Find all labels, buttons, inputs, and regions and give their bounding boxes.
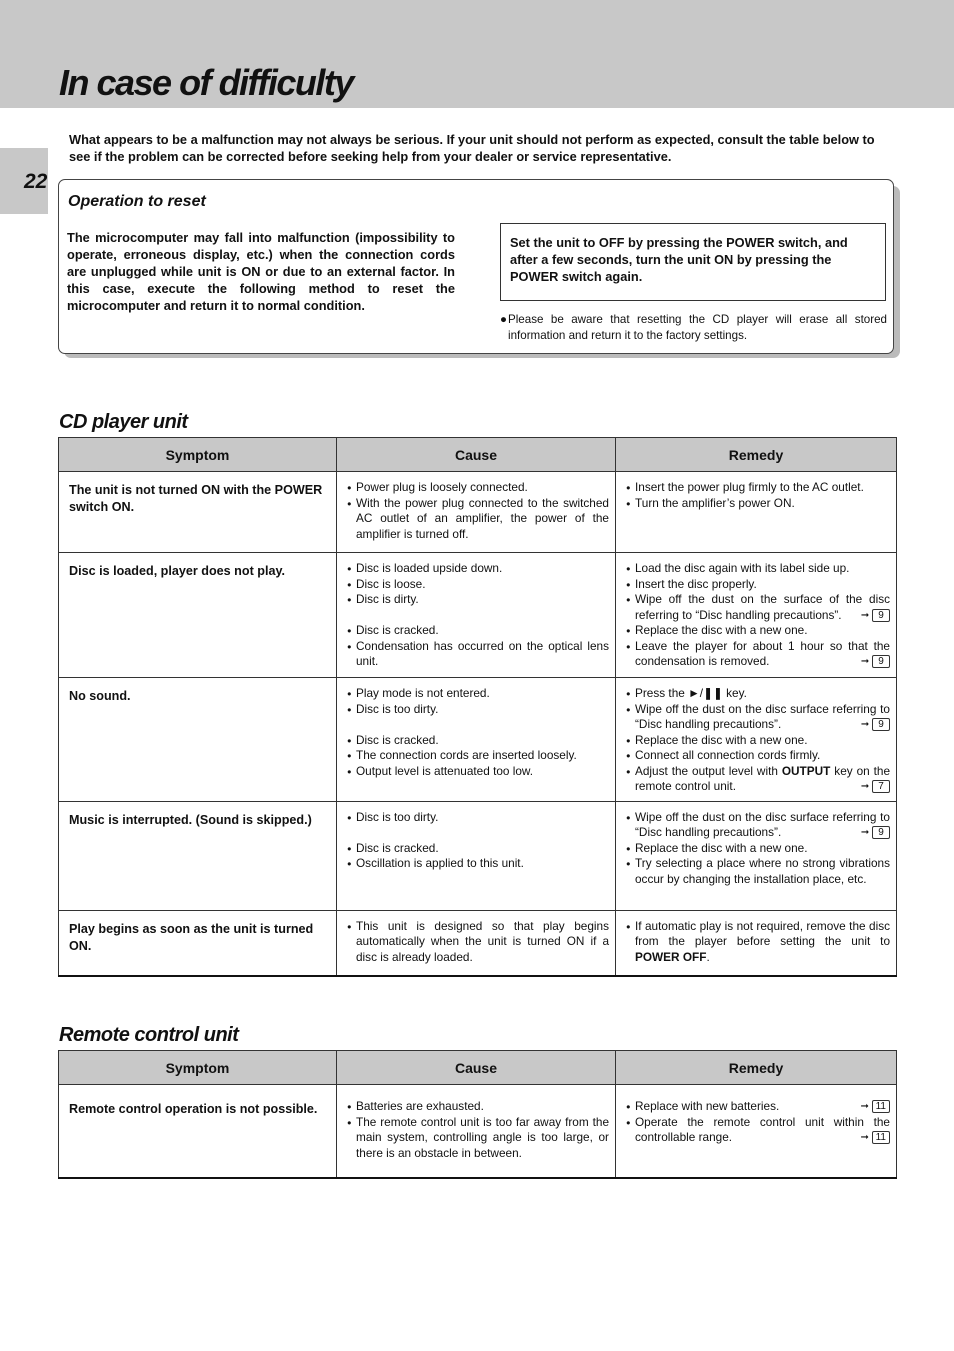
cause-item: ● Disc is loaded upside down. <box>347 561 609 577</box>
remedy-cell <box>616 472 897 553</box>
symptom-header: Symptom <box>59 438 337 472</box>
cause-item: ● Disc is cracked. <box>347 623 609 639</box>
page-ref <box>861 779 890 795</box>
remedy-header: Remedy <box>616 1051 897 1085</box>
cause-item: ● This unit is designed so that play begins automatically when the unit is turned ON if a disc is already loaded. <box>347 919 609 966</box>
bullet-icon: ● <box>500 313 508 326</box>
cause-cell <box>337 678 616 802</box>
cause-cell <box>337 1085 616 1178</box>
cause-cell <box>337 910 616 976</box>
symptom-cell: Music is interrupted. (Sound is skipped.) <box>59 801 337 910</box>
remedy-text: Adjust the output level with <box>635 763 778 778</box>
cause-header: Cause <box>337 1051 616 1085</box>
cause-item: ● Disc is too dirty. <box>347 702 609 718</box>
remedy-text: key on the remote control unit. <box>635 763 891 793</box>
remedy-header: Remedy <box>616 438 897 472</box>
page-title: In case of difficulty <box>59 62 353 103</box>
arrow-icon: ➞ <box>860 656 870 667</box>
page-ref <box>861 825 890 841</box>
arrow-icon: ➞ <box>860 609 870 621</box>
cause-header: Cause <box>337 438 616 472</box>
remedy-cell <box>616 910 897 976</box>
table-header-row <box>59 438 897 472</box>
reset-note-text: Please be aware that resetting the CD player will erase all stored information and return it to the factory settings. <box>508 313 887 342</box>
remedy-text: Replace with new batteries. <box>635 1099 780 1113</box>
cause-item: ● Disc is dirty. <box>347 592 609 608</box>
cause-item: ● Oscillation is applied to this unit. <box>347 856 609 872</box>
symptom-cell: Play begins as soon as the unit is turned ON. <box>59 910 337 976</box>
arrow-icon: ➞ <box>860 719 870 730</box>
cause-item: ● Disc is cracked. <box>347 841 609 857</box>
cause-cell <box>337 472 616 553</box>
cause-cell <box>337 553 616 678</box>
remedy-item: ● Try selecting a place where no strong vibrations occur by changing the installation place, etc. <box>626 856 890 887</box>
remedy-text: Wipe off the dust on the disc surface referring to “Disc handling precautions”. <box>635 809 890 839</box>
remedy-item: ● Load the disc again with its label side up. <box>626 561 890 577</box>
remedy-item <box>626 810 890 841</box>
remedy-item <box>626 592 890 623</box>
symptom-cell: Remote control operation is not possible. <box>59 1085 337 1178</box>
table-row <box>59 801 897 910</box>
cause-item: ● Disc is loose. <box>347 577 609 593</box>
table-row <box>59 910 897 976</box>
remedy-item <box>626 639 890 670</box>
remedy-text: Leave the player for about 1 hour so that the condensation is removed. <box>635 638 890 668</box>
reset-instruction: Set the unit to OFF by pressing the POWER switch, and after a few seconds, turn the unit ON by pressing the POWER switch again. <box>500 223 886 301</box>
remedy-item: ● Replace the disc with a new one. <box>626 623 890 639</box>
symptom-cell: Disc is loaded, player does not play. <box>59 553 337 678</box>
cause-cell <box>337 801 616 910</box>
page-ref-number: 9 <box>872 609 890 622</box>
cause-item: ● Power plug is loosely connected. <box>347 480 609 496</box>
page-ref-number: 7 <box>872 780 890 793</box>
remedy-text: Wipe off the dust on the surface of the disc referring to “Disc handling precautions”. <box>635 592 890 622</box>
cause-item: ● Play mode is not entered. <box>347 686 609 702</box>
cd-section-heading: CD player unit <box>59 411 188 433</box>
table-header-row <box>59 1051 897 1085</box>
remedy-item: ● Press the ►/❚❚ key. <box>626 686 890 702</box>
remedy-cell <box>616 801 897 910</box>
remedy-item <box>626 919 890 966</box>
arrow-icon: ➞ <box>860 1132 869 1143</box>
table-row <box>59 1085 897 1178</box>
remedy-item <box>626 1115 890 1146</box>
remedy-text: Wipe off the dust on the disc surface referring to “Disc handling precautions”. <box>635 701 890 731</box>
page-number: 22 <box>24 170 48 193</box>
remedy-item: ● Turn the amplifier’s power ON. <box>626 496 890 512</box>
cause-item: ● Condensation has occurred on the optical lens unit. <box>347 639 609 670</box>
symptom-cell: No sound. <box>59 678 337 802</box>
arrow-icon: ➞ <box>860 827 870 838</box>
cause-item: ● The remote control unit is too far away from the main system, controlling angle is too large, or there is an obstacle in between. <box>347 1115 609 1162</box>
remedy-item: ● Insert the power plug firmly to the AC outlet. <box>626 480 890 496</box>
symptom-cell: The unit is not turned ON with the POWER switch ON. <box>59 472 337 553</box>
cause-item: ● Output level is attenuated too low. <box>347 764 609 780</box>
remedy-item: ● Replace the disc with a new one. <box>626 841 890 857</box>
remedy-item: ● Insert the disc properly. <box>626 577 890 593</box>
page-ref-number: 11 <box>872 1131 890 1144</box>
reset-explanation: The microcomputer may fall into malfunction (impossibility to operate, erroneous display, etc.) when the connection cords are unplugged while unit is ON or due to an external factor. In this case, execute the following method to reset the microcomputer and return it to normal condition. <box>67 230 455 313</box>
cause-item: ● Disc is cracked. <box>347 733 609 749</box>
remedy-item <box>626 764 890 795</box>
cause-item: ● Disc is too dirty. <box>347 810 609 826</box>
symptom-header: Symptom <box>59 1051 337 1085</box>
reset-heading: Operation to reset <box>68 193 206 210</box>
page-ref-number: 9 <box>872 826 890 839</box>
arrow-icon: ➞ <box>860 781 870 792</box>
remedy-cell <box>616 678 897 802</box>
remedy-cell <box>616 553 897 678</box>
remedy-text: . <box>706 949 710 964</box>
table-row <box>59 472 897 553</box>
page-ref <box>860 1099 890 1115</box>
power-off-label: POWER OFF <box>635 949 707 964</box>
reset-note <box>500 312 887 343</box>
remedy-text: If automatic play is not required, remove the disc from the player before setting the unit to <box>635 918 890 948</box>
cd-trouble-table <box>58 437 897 977</box>
page-ref-number: 9 <box>872 655 890 668</box>
page-ref <box>861 717 890 733</box>
remedy-cell <box>616 1085 897 1178</box>
cause-item: ● The connection cords are inserted loosely. <box>347 748 609 764</box>
remote-trouble-table <box>58 1050 897 1179</box>
table-row <box>59 678 897 802</box>
remedy-item: ● Connect all connection cords firmly. <box>626 748 890 764</box>
remote-section-heading: Remote control unit <box>59 1024 239 1046</box>
page-ref <box>861 654 890 670</box>
page-ref <box>860 1130 890 1146</box>
output-key-label: OUTPUT <box>781 763 831 778</box>
remedy-text: Operate the remote control unit within the controllable range. <box>635 1114 890 1144</box>
remedy-item <box>626 702 890 733</box>
cause-item: ● Batteries are exhausted. <box>347 1099 609 1115</box>
arrow-icon: ➞ <box>860 1101 869 1112</box>
page-ref <box>861 608 890 624</box>
table-row <box>59 553 897 678</box>
page-ref-number: 11 <box>872 1100 890 1113</box>
remedy-item: ● Replace the disc with a new one. <box>626 733 890 749</box>
cause-item: ● With the power plug connected to the switched AC outlet of an amplifier, the power of the amplifier is turned off. <box>347 496 609 543</box>
intro-paragraph: What appears to be a malfunction may not always be serious. If your unit should not perform as expected, consult the table below to see if the problem can be corrected before seeking help from your dealer or service representative. <box>69 132 875 164</box>
remedy-item <box>626 1099 890 1115</box>
page-ref-number: 9 <box>872 718 890 731</box>
